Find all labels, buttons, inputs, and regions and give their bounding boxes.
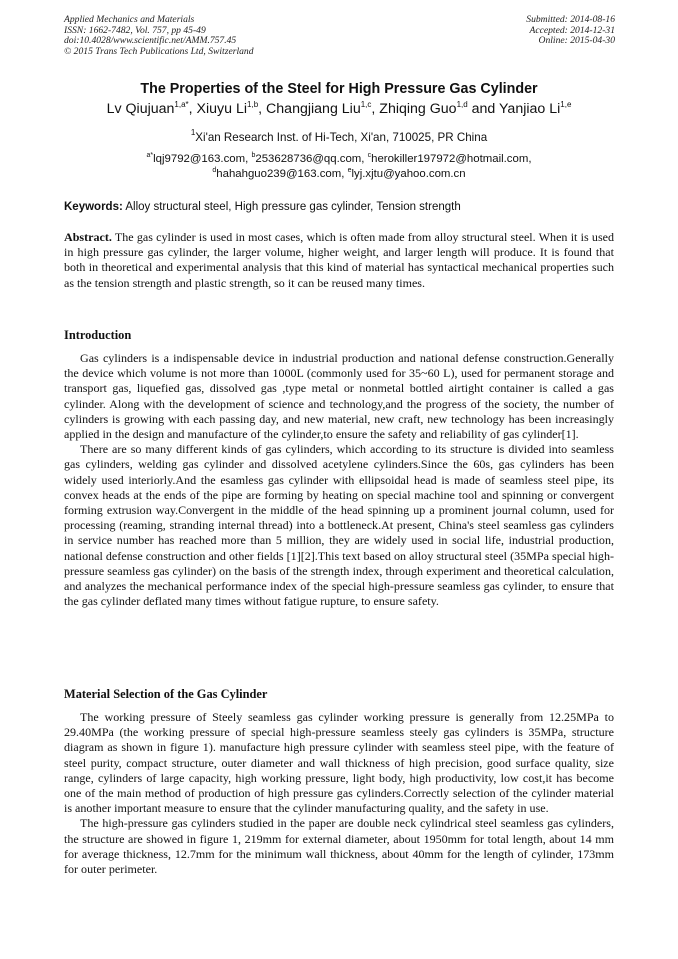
emails-line-2 xyxy=(30,167,648,182)
paragraph: Gas cylinders is a indispensable device in industrial production and national defense construction.Generally the device which volume is not more than 1000L (commonly used for 35~60 L), used for permanent storage and transport gas, liquefied gas, dissolved gas ,type metal or nonmetal bottled airtight container is called a gas cylinder. Along with the development of science and technology,and the progress of the society, the number of cylinders is growing with each passing day, and new material, new craft, new technology has been increasingly applied in the design and manufacture of the cylinder,to ensure the safety and reliability of gas cylinder[1]. xyxy=(64,351,614,442)
affiliation-sup: 1 xyxy=(190,128,196,137)
email-sup: c xyxy=(367,152,372,159)
paragraph: There are so many different kinds of gas cylinders, which according to its structure is divided into seamless gas cylinders, welding gas cylinder and dissolved acetylene cylinders.Since the 60s, gas cylinders has been widely used interiorly.And the esamless gas cylinder with ellipsoidal head is made of seamless steel pipe, its convex heads at the ends of the pipe are forming by heating on special machine tool and spinning or convergent forming extrusion way.Convergent in the middle of the head spinning up a prominent journal column, used for processing (reaming, stranding internal thread) into a bottleneck.At present, China's steel seamless gas cylinders in service number has reached more than 5 million, they are widely used in social life, industrial production, national defense construction and other fields [1][2].This text based on alloy structural steel (35MPa special high-pressure seamless gas cylinder) on the basis of the strength index, through experiment and theoretical calculation, and analyzes the mechanical performance index of the special high-pressure seamless gas cylinder, to ensure that the gas cylinder deflated many times without fatigue rupture, to ensure safety. xyxy=(64,442,614,609)
journal-name: Applied Mechanics and Materials xyxy=(64,14,195,25)
keywords-text: Alloy structural steel, High pressure gas cylinder, Tension strength xyxy=(125,201,461,213)
keywords-label: Keywords: xyxy=(64,201,123,213)
author-name: Zhiqing Guo xyxy=(379,101,457,117)
abstract-label: Abstract. xyxy=(64,230,112,244)
author-name: Yanjiao Li xyxy=(499,101,561,117)
submitted-date: Submitted: 2014-08-16 xyxy=(526,14,615,25)
section-heading-material-selection: Material Selection of the Gas Cylinder xyxy=(64,687,268,701)
section-introduction xyxy=(64,351,614,609)
section-material-selection xyxy=(64,710,614,877)
email-address[interactable]: lqj9792@163.com, xyxy=(153,153,252,165)
journal-copyright: © 2015 Trans Tech Publications Ltd, Switzerland xyxy=(64,45,254,57)
section-heading-introduction: Introduction xyxy=(64,328,132,342)
journal-info xyxy=(64,15,254,57)
author-list xyxy=(20,101,658,117)
paper-title: The Properties of the Steel for High Pressure Gas Cylinder xyxy=(140,81,538,97)
author-sep: and xyxy=(467,101,500,117)
abstract xyxy=(64,230,614,291)
author-emails xyxy=(30,152,648,181)
online-date: Online: 2015-04-30 xyxy=(538,35,615,47)
email-address[interactable]: hahahguo239@163.com, xyxy=(216,167,348,180)
email-address[interactable]: lyj.xjtu@yahoo.com.cn xyxy=(351,167,466,180)
author-sep: , xyxy=(258,101,267,117)
journal-doi[interactable]: doi:10.4028/www.scientific.net/AMM.757.45 xyxy=(64,35,237,47)
accepted-date: Accepted: 2014-12-31 xyxy=(529,24,615,36)
author-sup: 1,b xyxy=(247,100,259,109)
email-address[interactable]: herokiller197972@hotmail.com, xyxy=(371,153,532,165)
author-sup: 1,d xyxy=(456,100,468,109)
paragraph: The working pressure of Steely seamless gas cylinder working pressure is generally from 12.25MPa to 29.40MPa (the working pressure of special high-pressure seamless steely gas cylinders is 35MPa, structure diagram as shown in figure 1). manufacture high pressure cylinder with seamless steel pipe, with the feature of steel purity, compact structure, outer diameter and wall thickness of high precision, good surface quality, size range, cylinders of large capacity, high working pressure, light body, high productivity, low cost,it has become one of the main method of production of high pressure gas cylinders.Correctly selection of the cylinder material is another important measure to ensure that the cylinder manufacturing quality, and the safety in use. xyxy=(64,710,614,816)
author-sup: 1,c xyxy=(360,100,372,109)
affiliation xyxy=(20,128,658,144)
keywords xyxy=(64,201,618,213)
abstract-paragraph xyxy=(64,230,614,291)
emails-line-1 xyxy=(30,152,648,167)
email-sup: b xyxy=(251,152,256,159)
abstract-text: The gas cylinder is used in most cases, which is often made from alloy structural steel. When it is used in high pressure gas cylinder, the larger volume, higher weight, and larger length will produce. It is found that both in theoretical and experimental analysis that this kind of material has syntactical mechanical properties such as the tension strength and plastic strength, so it can be reused many times. xyxy=(64,230,615,290)
publication-dates xyxy=(526,15,615,47)
author-name: Lv Qiujuan xyxy=(106,101,175,117)
email-sup: d xyxy=(212,166,217,174)
paragraph: The high-pressure gas cylinders studied in the paper are double neck cylindrical steel seamless gas cylinders, the structure are showed in figure 1, 219mm for external diameter, about 1950mm for total length, about 14 mm for average thickness, 12.7mm for the minimum wall thickness, about 40mm for the length of cylinder, 173mm for outer perimeter. xyxy=(64,816,614,877)
email-sup: e xyxy=(347,166,352,174)
author-sup: 1,e xyxy=(560,100,572,109)
author-sup: 1,a* xyxy=(174,100,189,109)
author-name: Changjiang Liu xyxy=(266,101,361,117)
affiliation-text: Xi'an Research Inst. of Hi-Tech, Xi'an, 710025, PR China xyxy=(195,131,488,144)
author-name: Xiuyu Li xyxy=(196,101,248,117)
author-sep: , xyxy=(371,101,380,117)
email-sup: a* xyxy=(146,152,154,159)
email-address[interactable]: 253628736@qq.com, xyxy=(255,153,368,165)
journal-issn: ISSN: 1662-7482, Vol. 757, pp 45-49 xyxy=(64,24,206,36)
author-sep: , xyxy=(188,101,197,117)
